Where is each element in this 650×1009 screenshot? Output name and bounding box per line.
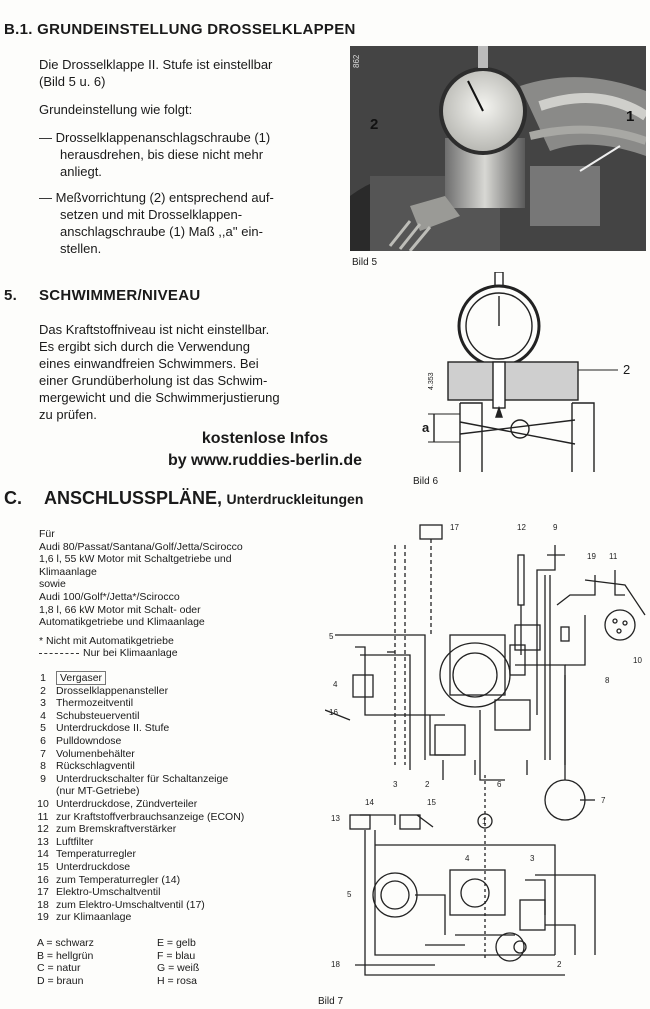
s5-line6: zu prüfen. — [39, 407, 97, 422]
figure-bild-7 — [325, 515, 647, 995]
legend-item: 4 Schubsteuerventil — [40, 709, 140, 722]
color-key-h: H = rosa — [157, 974, 197, 987]
fig6-label-2: 2 — [623, 362, 631, 377]
dashed-line-sample — [39, 653, 79, 654]
diagram-label-7: 5 — [329, 632, 334, 641]
legend-item: 3 Thermozeitventil — [40, 697, 134, 710]
color-key-c: C = natur — [37, 962, 81, 975]
diagram-label-16: 15 — [427, 798, 436, 807]
b1-para2: Grundeinstellung wie folgt: — [39, 102, 193, 117]
s5-line4: einer Grundüberholung ist das Schwim- — [39, 373, 268, 388]
s5-line1: Das Kraftstoffniveau ist nicht einstellbar. — [39, 322, 270, 337]
caption-bild-5: Bild 5 — [352, 257, 378, 268]
diagram-label-20: 4 — [465, 854, 470, 863]
legend-item: 9 Unterdruckschalter für Schaltanzeige — [40, 772, 229, 785]
c-intro-0: Für — [39, 528, 55, 540]
c-intro-6: 1,8 l, 66 kW Motor mit Schalt- oder — [39, 603, 201, 616]
b1-para1-line1: Die Drosselklappe II. Stufe ist einstellbar — [39, 57, 273, 72]
legend-list — [30, 672, 330, 924]
b1-item1-line2: herausdrehen, bis diese nicht mehr — [60, 147, 264, 162]
legend-item: 17 Elektro-Umschaltventil — [37, 886, 161, 899]
c-note1: * Nicht mit Automatikgetriebe — [39, 634, 174, 647]
watermark — [150, 428, 380, 472]
fig6-code: 4.353 — [428, 372, 435, 390]
diagram-label-1: 17 — [450, 523, 459, 532]
legend-label-boxed: Vergaser — [56, 671, 106, 685]
c-intro-4: sowie — [39, 578, 66, 591]
s5-line3: eines einwandfreien Schwimmers. Bei — [39, 356, 259, 371]
diagram-label-22: 18 — [331, 960, 340, 969]
legend-item: 8 Rückschlagventil — [40, 760, 135, 773]
b1-item1-line1: — Drosselklappenanschlagschraube (1) — [39, 130, 271, 145]
c-intro-7: Automatikgetriebe und Klimaanlage — [39, 616, 205, 629]
photo5-label-2: 2 — [370, 116, 379, 133]
diagram-label-6: 10 — [633, 656, 642, 665]
b1-item2-line1: — Meßvorrichtung (2) entsprechend auf- — [39, 190, 274, 205]
diagram-label-4: 19 — [587, 552, 596, 561]
c-note2: Nur bei Klimaanlage — [83, 647, 178, 660]
diagram-label-15: 14 — [365, 798, 374, 807]
b1-item2-line3: anschlagschraube (1) Maß ,,a'' ein- — [60, 224, 263, 239]
color-key-a: A = schwarz — [37, 937, 94, 949]
photo-bild-5-image — [350, 46, 646, 251]
section-5-text — [39, 321, 339, 423]
caption-bild-6: Bild 6 — [413, 476, 439, 487]
diagram-label-5: 11 — [609, 552, 618, 561]
section-c-title — [44, 488, 363, 509]
diagram-label-9: 16 — [329, 708, 338, 717]
legend-item: 5 Unterdruckdose II. Stufe — [40, 722, 170, 735]
legend-item: 11 zur Kraftstoffverbrauchsanzeige (ECON) — [37, 810, 245, 823]
fig6-label-a: a — [422, 420, 430, 435]
diagram-label-21: 3 — [530, 854, 535, 863]
diagram-label-12: 2 — [425, 780, 430, 789]
legend-item: 12 zum Bremskraftverstärker — [37, 823, 177, 836]
section-b1-text — [39, 56, 339, 257]
b1-item2-line4: stellen. — [60, 241, 102, 256]
watermark-line2: by www.ruddies-berlin.de — [167, 452, 363, 469]
legend-item: 7 Volumenbehälter — [40, 747, 135, 760]
legend-item: 19 zur Klimaanlage — [37, 911, 132, 924]
diagram-label-23: 2 — [557, 960, 562, 969]
c-intro-1: Audi 80/Passat/Santana/Golf/Jetta/Scirocco — [39, 540, 243, 553]
s5-line2: Es ergibt sich durch die Verwendung — [39, 339, 251, 354]
legend-item: 16 zum Temperaturregler (14) — [37, 873, 181, 886]
diagram-label-3: 9 — [553, 523, 558, 532]
diagram-label-17: 13 — [331, 814, 340, 823]
color-key-f: F = blau — [157, 949, 196, 962]
color-key-e: E = gelb — [157, 937, 196, 949]
c-intro-2: 1,6 l, 55 kW Motor mit Schaltgetriebe und — [39, 553, 232, 566]
legend-item: 15 Unterdruckdose — [37, 860, 131, 873]
caption-bild-7: Bild 7 — [318, 996, 344, 1007]
legend-item: 14 Temperaturregler — [37, 848, 136, 861]
diagram-label-14: 7 — [601, 796, 606, 805]
section-b1-heading: B.1. GRUNDEINSTELLUNG DROSSELKLAPPEN — [4, 21, 356, 38]
color-key — [37, 937, 297, 987]
section-5-number: 5. — [4, 287, 18, 304]
photo-bild-5 — [350, 46, 646, 251]
diagram-label-8: 4 — [333, 680, 338, 689]
color-key-b: B = hellgrün — [37, 949, 94, 962]
c-intro-3: Klimaanlage — [39, 565, 97, 578]
legend-item: 6 Pulldowndose — [40, 734, 122, 747]
legend-item: 18 zum Elektro-Umschaltventil (17) — [37, 898, 205, 911]
diagram-label-13: 6 — [497, 780, 502, 789]
c-intro-5: Audi 100/Golf*/Jetta*/Scirocco — [39, 590, 180, 603]
photo5-label-1: 1 — [626, 108, 635, 125]
diagram-label-18: 1 — [482, 817, 487, 826]
c-note2-row — [39, 647, 339, 660]
b1-item1-line3: anliegt. — [60, 164, 102, 179]
color-key-g: G = weiß — [157, 962, 200, 975]
section-c-heading: ANSCHLUSSPLÄNE, — [44, 488, 223, 508]
b1-para1-line2: (Bild 5 u. 6) — [39, 74, 106, 89]
legend-item: 1 Vergaser — [30, 672, 330, 685]
color-key-d: D = braun — [37, 974, 84, 987]
diagram-label-2: 12 — [517, 523, 526, 532]
b1-item2-line2: setzen und mit Drosselklappen- — [60, 207, 243, 222]
legend-item: (nur MT-Getriebe) — [56, 785, 140, 798]
legend-item: 2 Drosselklappenansteller — [40, 684, 169, 697]
section-5-heading: SCHWIMMER/NIVEAU — [39, 287, 201, 304]
watermark-line1: kostenlose Infos — [201, 430, 329, 447]
legend-item: 13 Luftfilter — [37, 835, 94, 848]
photo5-code: 862 — [352, 54, 361, 68]
section-c-intro — [39, 528, 339, 660]
diagram-label-19: 5 — [347, 890, 352, 899]
s5-line5: mergewicht und die Schwimmerjustierung — [39, 390, 280, 405]
figure-bild-7-diagram — [325, 515, 647, 995]
section-c-subheading: Unterdruckleitungen — [226, 491, 364, 507]
section-c-number: C. — [4, 488, 22, 508]
diagram-label-10: 8 — [605, 676, 610, 685]
figure-bild-6 — [420, 272, 645, 472]
diagram-label-11: 3 — [393, 780, 398, 789]
legend-item: 10 Unterdruckdose, Zündverteiler — [37, 797, 198, 810]
figure-bild-6-drawing — [420, 272, 645, 472]
